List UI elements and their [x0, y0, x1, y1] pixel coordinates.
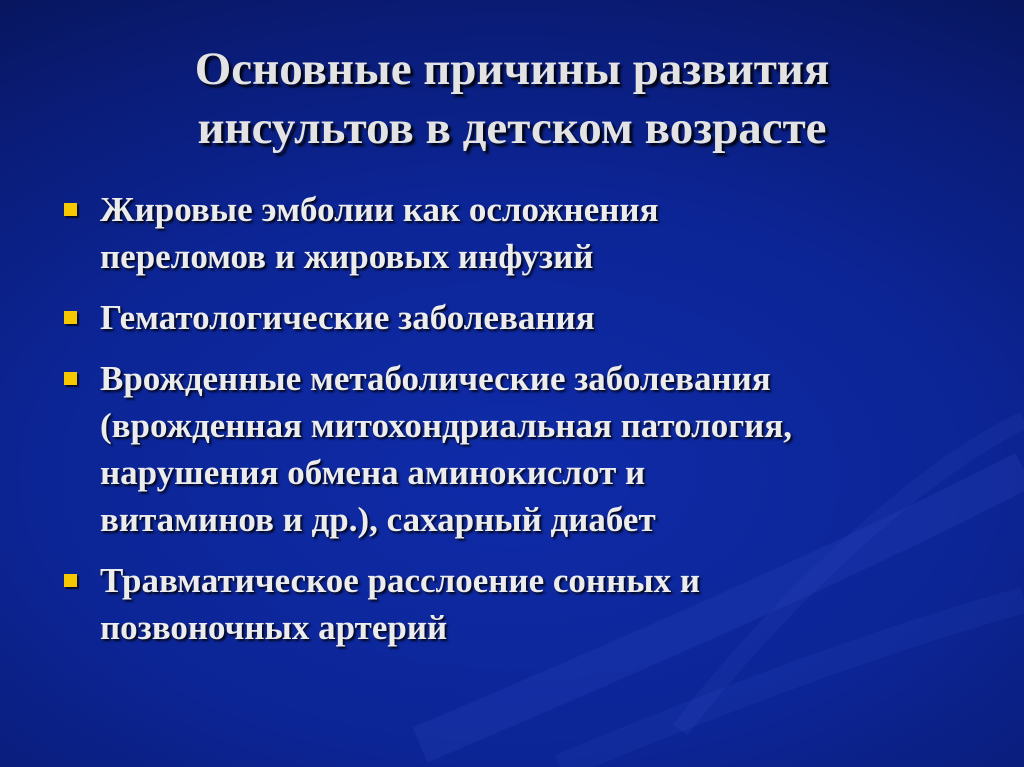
bullet-item	[60, 557, 980, 651]
bullet-text-line: Врожденные метаболические заболевания	[100, 359, 771, 398]
square-bullet-icon	[64, 574, 77, 587]
bullet-item	[60, 186, 980, 280]
bullet-text-line: нарушения обмена аминокислот и	[100, 453, 646, 492]
square-bullet-icon	[64, 203, 77, 216]
title-line: инсультов в детском возрасте	[197, 102, 827, 154]
bullet-list	[60, 186, 980, 665]
bullet-text-line: позвоночных артерий	[100, 608, 448, 647]
bullet-text-line: (врожденная митохондриальная патология,	[100, 406, 793, 445]
bullet-text-line: Травматическое расслоение сонных и	[100, 561, 700, 600]
bullet-text-line: Жировые эмболии как осложнения	[100, 190, 659, 229]
bullet-text-line: переломов и жировых инфузий	[100, 237, 594, 276]
bullet-text-line: витаминов и др.), сахарный диабет	[100, 500, 656, 539]
square-bullet-icon	[64, 311, 77, 324]
slide-title	[40, 40, 984, 158]
bullet-item	[60, 355, 980, 543]
bullet-item	[60, 294, 980, 341]
bullet-text-line: Гематологические заболевания	[100, 298, 595, 337]
title-line: Основные причины развития	[194, 43, 830, 95]
square-bullet-icon	[64, 372, 77, 385]
